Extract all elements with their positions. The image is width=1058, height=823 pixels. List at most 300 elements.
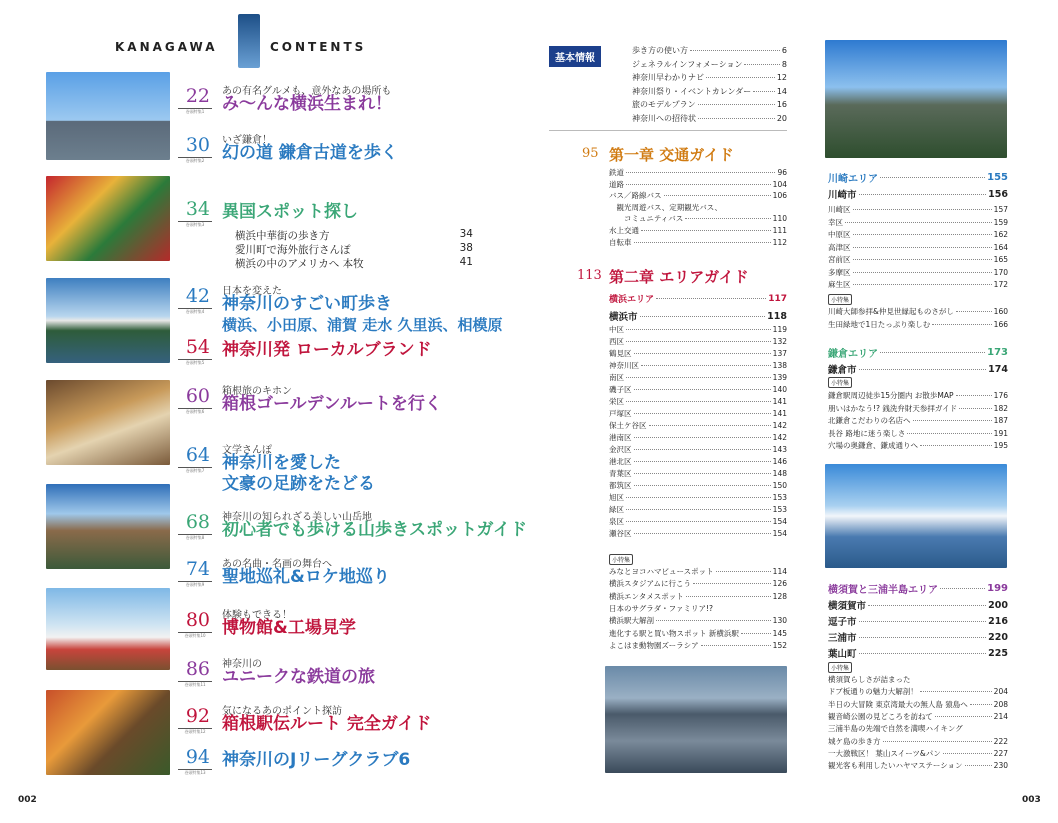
- leader-dots: [634, 242, 771, 243]
- leader-dots: [656, 620, 771, 621]
- row-page: 142: [772, 421, 787, 430]
- leader-dots: [634, 485, 771, 486]
- toc-number: 22: [185, 85, 210, 107]
- row-label: 横浜エリア: [609, 295, 655, 305]
- row-page: 172: [993, 280, 1008, 289]
- kihon-label: 基本情報: [549, 46, 601, 67]
- leader-dots: [853, 209, 992, 210]
- toc-row: [828, 415, 1008, 426]
- row-page: 182: [993, 403, 1008, 413]
- row-label: 三浦半島の先端で自然を満喫ハイキング: [828, 724, 963, 734]
- badge-tokushu: 小特集: [828, 662, 852, 673]
- row-page: 153: [772, 505, 787, 514]
- toc-row: [632, 72, 787, 83]
- leader-dots: [956, 395, 992, 396]
- toc-lead: 箱根旅のキホン: [222, 386, 292, 397]
- leader-dots: [940, 588, 985, 589]
- row-page: 20: [776, 113, 787, 123]
- row-label: 神奈川祭り・イベントカレンダー: [632, 86, 752, 96]
- row-page: 111: [772, 226, 787, 235]
- toc-title-line2: 文豪の足跡をたどる: [222, 474, 375, 494]
- row-label: ジェネラルインフォメーション: [632, 59, 743, 69]
- toc-title: 神奈川を愛した: [222, 453, 341, 473]
- row-label: 神奈川早わかりナビ: [632, 73, 704, 82]
- leader-dots: [880, 177, 985, 178]
- row-page: 155: [987, 172, 1008, 183]
- toc-row: [828, 345, 1008, 360]
- row-page: 208: [993, 699, 1008, 709]
- row-label: 神奈川への招待状: [632, 113, 696, 123]
- toc-number: 86: [185, 658, 210, 680]
- toc-sub-label: 巻頭特集7: [185, 468, 205, 473]
- row-page: 128: [772, 591, 787, 601]
- badge-tokushu: 小特集: [828, 294, 852, 305]
- row-page: 112: [772, 237, 787, 247]
- chapter2-number: 113: [577, 268, 602, 283]
- row-label: 朋いはかなう!? 銭洗弁財天参拝ガイド: [828, 403, 958, 413]
- toc-number: 68: [185, 511, 210, 533]
- toc-title: 箱根駅伝ルート 完全ガイド: [222, 714, 432, 734]
- toc-lead: 体験もできる！: [222, 610, 292, 621]
- toc-row: [609, 167, 787, 178]
- toc-row: [828, 279, 1008, 290]
- toc-number: 94: [185, 746, 210, 768]
- leader-dots: [685, 218, 770, 219]
- chapter2-title: 第二章 エリアガイド: [609, 268, 749, 286]
- toc-title-line2: 横浜、小田原、浦賀 走水 久里浜、相模原: [222, 316, 503, 334]
- badge-tokushu: 小特集: [609, 554, 633, 565]
- leader-dots: [943, 753, 992, 754]
- toc-row: [609, 468, 787, 479]
- row-label: 保土ケ谷区: [609, 421, 647, 430]
- row-label: バス／路線バス: [609, 191, 662, 201]
- toc-row: [828, 254, 1008, 265]
- row-page: 164: [993, 242, 1008, 252]
- leader-dots: [693, 583, 771, 584]
- toc-row: [609, 384, 787, 395]
- row-page: 174: [988, 363, 1008, 375]
- row-page: 16: [776, 100, 787, 109]
- leader-dots: [634, 389, 771, 390]
- toc-sub-label: 巻頭特集6: [185, 409, 205, 414]
- toc-sub-label: 巻頭特集9: [185, 582, 205, 587]
- toc-title: 神奈川発 ローカルブランド: [222, 340, 432, 360]
- page-number-right: 003: [1022, 795, 1041, 805]
- row-page: 117: [768, 293, 787, 304]
- toc-row: [828, 699, 1008, 710]
- row-page: 126: [772, 579, 787, 589]
- row-label: 長谷 路地に迷う楽しさ: [828, 428, 906, 438]
- chapter1-title: 第一章 交通ガイド: [609, 146, 734, 164]
- row-label: 鶴見区: [609, 349, 632, 358]
- row-label: 日本のサグラダ・ファミリア!?: [609, 603, 713, 613]
- toc-row: [828, 614, 1008, 628]
- row-page: 141: [772, 397, 787, 406]
- leader-dots: [853, 234, 992, 235]
- toc-row: [609, 372, 787, 383]
- toc-row: [632, 59, 787, 70]
- row-label: 宮前区: [828, 255, 851, 264]
- leader-dots: [698, 118, 775, 119]
- toc-row: [609, 566, 787, 577]
- row-label: 川崎市: [828, 190, 857, 201]
- row-page: 204: [993, 687, 1008, 697]
- toc-row: [828, 723, 1008, 734]
- toc-row: [609, 292, 787, 305]
- photo-ropeway: [46, 72, 170, 160]
- row-label: 川崎区: [828, 205, 851, 214]
- leader-dots: [913, 420, 992, 421]
- toc-row: [828, 390, 1008, 401]
- toc-subitem: 横浜中華街の歩き方: [235, 230, 330, 242]
- toc-sub-label: 巻頭特集3: [185, 222, 205, 227]
- toc-title: 神奈川のすごい町歩き: [222, 294, 392, 314]
- toc-title: 箱根ゴールデンルートを行く: [222, 394, 442, 414]
- toc-lead: 文学さんぽ: [222, 445, 272, 456]
- toc-number: 42: [185, 285, 210, 307]
- toc-sub-label: 巻頭特集11: [184, 682, 206, 687]
- row-page: 12: [776, 73, 787, 82]
- row-label: 進化する駅と買い物スポット 新横浜駅: [609, 628, 739, 638]
- leader-dots: [626, 172, 775, 173]
- leader-dots: [853, 272, 992, 273]
- row-label: 麻生区: [828, 280, 851, 289]
- badge-tokushu: 小特集: [828, 377, 852, 388]
- leader-dots: [741, 633, 771, 634]
- toc-sub-label: 巻頭特集4: [185, 309, 205, 314]
- leader-dots: [935, 716, 992, 717]
- toc-row: [609, 480, 787, 491]
- toc-row: [828, 204, 1008, 215]
- row-label: 鎌倉エリア: [828, 349, 878, 360]
- leader-dots: [626, 497, 771, 498]
- toc-number: 64: [185, 444, 210, 466]
- photo-great-buddha: [825, 40, 1007, 158]
- toc-title: 神奈川のJリーグクラブ6: [222, 750, 411, 770]
- leader-dots: [845, 222, 992, 223]
- row-page: 160: [993, 307, 1008, 316]
- toc-row: [828, 217, 1008, 228]
- row-label: 西区: [609, 337, 624, 346]
- row-label: 穴場の奥鎌倉、鎌成通りへ: [828, 441, 918, 450]
- row-label: 鎌倉市: [828, 365, 857, 376]
- photo-castle: [46, 278, 170, 363]
- row-label: コミュニティバス: [609, 214, 684, 224]
- row-label: 横浜駅大解剖: [609, 616, 654, 626]
- toc-lead: 気になるあのポイント探訪: [222, 706, 342, 717]
- leader-dots: [716, 571, 771, 572]
- toc-row: [632, 86, 787, 97]
- leader-dots: [634, 413, 771, 414]
- toc-row: [609, 516, 787, 527]
- row-page: 154: [772, 517, 787, 526]
- row-label: 道路: [609, 179, 624, 189]
- row-page: 156: [988, 188, 1008, 200]
- toc-row: [609, 213, 787, 224]
- row-page: 14: [776, 86, 787, 96]
- leader-dots: [965, 765, 992, 766]
- row-label: みなとヨコハマビュースポット: [609, 567, 714, 576]
- row-label: 多摩区: [828, 267, 851, 277]
- toc-lead: 神奈川の知られざる美しい山岳地: [222, 512, 372, 523]
- leader-dots: [859, 369, 987, 370]
- leader-dots: [640, 316, 766, 317]
- row-page: 132: [772, 337, 787, 346]
- toc-row: [609, 628, 787, 639]
- row-label: 緑区: [609, 505, 624, 514]
- toc-row: [609, 309, 787, 323]
- toc-lead: あの有名グルメも、意外なあの場所も: [222, 86, 392, 97]
- toc-sub-label: 巻頭特集13: [184, 770, 206, 775]
- toc-row: [609, 420, 787, 431]
- leader-dots: [853, 259, 992, 260]
- row-label: 一大激戦区！ 葉山スイーツ&パン: [828, 748, 941, 758]
- row-label: 金沢区: [609, 445, 632, 454]
- toc-row: [828, 581, 1008, 596]
- row-label: 横浜スタジアムに行こう: [609, 579, 691, 589]
- photo-shaved-ice: [46, 588, 170, 670]
- leader-dots: [690, 50, 780, 51]
- photo-mountains: [46, 484, 170, 569]
- toc-title: 異国スポット探し: [222, 202, 358, 222]
- row-page: 157: [993, 205, 1008, 214]
- leader-dots: [634, 473, 771, 474]
- page-number-left: 002: [18, 795, 37, 805]
- row-label: 港北区: [609, 457, 632, 466]
- toc-row: [609, 336, 787, 347]
- toc-row: [828, 686, 1008, 697]
- row-page: 148: [772, 469, 787, 478]
- row-page: 104: [772, 179, 787, 189]
- row-label: 神奈川区: [609, 361, 639, 370]
- row-page: 214: [993, 711, 1008, 721]
- toc-sub-label: 巻頭特集1: [185, 109, 205, 114]
- toc-row: [609, 603, 787, 614]
- toc-subitem-page: 38: [459, 242, 473, 254]
- row-page: 162: [993, 230, 1008, 239]
- toc-subitem-page: 41: [459, 256, 473, 268]
- row-label: 幸区: [828, 217, 843, 227]
- toc-row: [828, 598, 1008, 612]
- toc-title: 初心者でも歩ける山歩きスポットガイド: [222, 520, 527, 540]
- leader-dots: [853, 247, 992, 248]
- toc-row: [828, 306, 1008, 317]
- leader-dots: [932, 324, 991, 325]
- toc-row: [828, 674, 1008, 685]
- leader-dots: [626, 329, 771, 330]
- row-page: 195: [993, 441, 1008, 450]
- photo-autumn-road: [46, 690, 170, 775]
- leader-dots: [634, 449, 771, 450]
- row-page: 106: [772, 191, 787, 201]
- row-label: 横須賀らしさが詰まった: [828, 675, 911, 684]
- header-kanagawa: KANAGAWA: [115, 40, 218, 54]
- row-label: 南区: [609, 373, 624, 382]
- toc-row: [609, 179, 787, 190]
- row-page: 138: [772, 361, 787, 370]
- toc-row: [609, 237, 787, 248]
- toc-row: [609, 348, 787, 359]
- row-page: 118: [767, 310, 787, 322]
- row-label: 鉄道: [609, 168, 624, 177]
- row-page: 191: [993, 428, 1008, 438]
- row-page: 176: [993, 391, 1008, 400]
- toc-row: [609, 640, 787, 651]
- toc-row: [828, 267, 1008, 278]
- leader-dots: [686, 596, 771, 597]
- row-page: 130: [772, 616, 787, 626]
- toc-row: [609, 432, 787, 443]
- row-page: 143: [772, 445, 787, 454]
- row-label: 中原区: [828, 230, 851, 239]
- row-page: 145: [772, 628, 787, 638]
- row-label: 北鎌倉こだわりの名店へ: [828, 416, 911, 425]
- toc-title: 博物館&工場見学: [222, 618, 356, 638]
- toc-number: 34: [185, 198, 210, 220]
- toc-lead: あの名曲・名画の舞台へ: [222, 559, 332, 570]
- toc-row: [609, 190, 787, 201]
- toc-row: [828, 440, 1008, 451]
- toc-row: [828, 319, 1008, 330]
- row-label: 横浜エンタメスポット: [609, 591, 684, 601]
- toc-row: [632, 99, 787, 110]
- toc-title: ユニークな鉄道の旅: [222, 667, 375, 687]
- row-label: 横須賀と三浦半島エリア: [828, 585, 938, 596]
- row-label: 旅のモデルプラン: [632, 100, 696, 109]
- row-label: 泉区: [609, 517, 624, 526]
- leader-dots: [626, 377, 771, 378]
- row-page: 199: [987, 583, 1008, 594]
- toc-row: [828, 187, 1008, 201]
- row-label: 高津区: [828, 242, 851, 252]
- leader-dots: [634, 437, 771, 438]
- toc-row: [828, 760, 1008, 771]
- row-label: 旭区: [609, 493, 624, 502]
- row-label: よこはま動物園ズーラシア: [609, 640, 699, 650]
- toc-number: 92: [185, 705, 210, 727]
- toc-row: [828, 428, 1008, 439]
- row-label: 生田緑地で1日たっぷり楽しむ: [828, 319, 931, 329]
- landmark-tower-logo: [238, 14, 260, 68]
- leader-dots: [634, 461, 771, 462]
- leader-dots: [641, 365, 771, 366]
- toc-row: [609, 324, 787, 335]
- row-label: 葉山町: [828, 649, 857, 660]
- row-label: 逗子市: [828, 617, 857, 628]
- row-label: 港南区: [609, 433, 632, 442]
- row-label: 横須賀市: [828, 601, 867, 612]
- row-page: 187: [993, 416, 1008, 425]
- row-label: 半日の大冒険 東京湾最大の無人島 猿島へ: [828, 699, 968, 709]
- row-page: 119: [772, 325, 787, 334]
- leader-dots: [744, 64, 779, 65]
- toc-row: [609, 492, 787, 503]
- leader-dots: [634, 353, 771, 354]
- row-label: 都筑区: [609, 481, 632, 490]
- leader-dots: [626, 509, 771, 510]
- toc-lead: 神奈川の: [222, 659, 262, 670]
- toc-sub-label: 巻頭特集12: [184, 729, 206, 734]
- leader-dots: [641, 230, 771, 231]
- toc-number: 60: [185, 385, 210, 407]
- toc-row: [828, 646, 1008, 660]
- row-page: 166: [993, 319, 1008, 329]
- toc-row: [609, 456, 787, 467]
- leader-dots: [626, 341, 771, 342]
- row-label: 川崎大師参拝&仲見世縁起ものさがし: [828, 307, 954, 316]
- toc-number: 54: [185, 336, 210, 358]
- header-contents: CONTENTS: [270, 40, 367, 54]
- divider: [549, 130, 787, 131]
- toc-row: [828, 630, 1008, 644]
- row-page: 152: [772, 640, 787, 650]
- row-label: 鎌倉駅周辺徒歩15分圏内 お散歩MAP: [828, 391, 954, 400]
- toc-row: [632, 113, 787, 124]
- leader-dots: [959, 408, 992, 409]
- row-label: 城ケ島の歩き方: [828, 736, 881, 746]
- leader-dots: [868, 605, 986, 606]
- row-page: 216: [988, 615, 1008, 627]
- row-label: 青葉区: [609, 469, 632, 478]
- row-page: 6: [781, 46, 787, 55]
- toc-row: [609, 578, 787, 589]
- leader-dots: [701, 645, 771, 646]
- leader-dots: [880, 352, 985, 353]
- toc-row: [609, 360, 787, 371]
- row-page: 200: [988, 599, 1008, 611]
- row-page: 110: [772, 214, 787, 224]
- row-page: 170: [993, 267, 1008, 277]
- photo-hakone-street: [46, 380, 170, 465]
- row-page: 154: [772, 529, 787, 538]
- row-label: 瀬谷区: [609, 529, 632, 538]
- leader-dots: [698, 104, 775, 105]
- row-page: 225: [988, 647, 1008, 659]
- toc-lead: 日本を変えた: [222, 286, 282, 297]
- toc-sub-label: 巻頭特集2: [185, 158, 205, 163]
- toc-title: 幻の道 鎌倉古道を歩く: [222, 143, 398, 163]
- row-label: 中区: [609, 325, 624, 334]
- toc-row: [828, 242, 1008, 253]
- photo-mount-fuji: [825, 464, 1007, 568]
- toc-number: 30: [185, 134, 210, 156]
- leader-dots: [859, 621, 987, 622]
- leader-dots: [853, 284, 992, 285]
- toc-row: [609, 444, 787, 455]
- toc-row: [609, 504, 787, 515]
- toc-sub-label: 巻頭特集8: [185, 535, 205, 540]
- toc-row: [828, 229, 1008, 240]
- toc-row: [609, 396, 787, 407]
- row-page: 141: [772, 409, 787, 418]
- toc-number: 80: [185, 609, 210, 631]
- photo-yokohama-aerial: [605, 666, 787, 773]
- row-page: 96: [777, 168, 787, 177]
- leader-dots: [634, 533, 771, 534]
- leader-dots: [626, 184, 771, 185]
- row-page: 222: [993, 736, 1008, 746]
- toc-row: [609, 528, 787, 539]
- row-label: 栄区: [609, 397, 624, 406]
- row-page: 230: [993, 761, 1008, 771]
- toc-number: 74: [185, 558, 210, 580]
- row-label: 水上交通: [609, 226, 639, 235]
- toc-subitem-page: 34: [459, 228, 473, 240]
- photo-chinatown-gate: [46, 176, 170, 261]
- leader-dots: [656, 298, 766, 299]
- toc-row: [609, 591, 787, 602]
- leader-dots: [970, 704, 992, 705]
